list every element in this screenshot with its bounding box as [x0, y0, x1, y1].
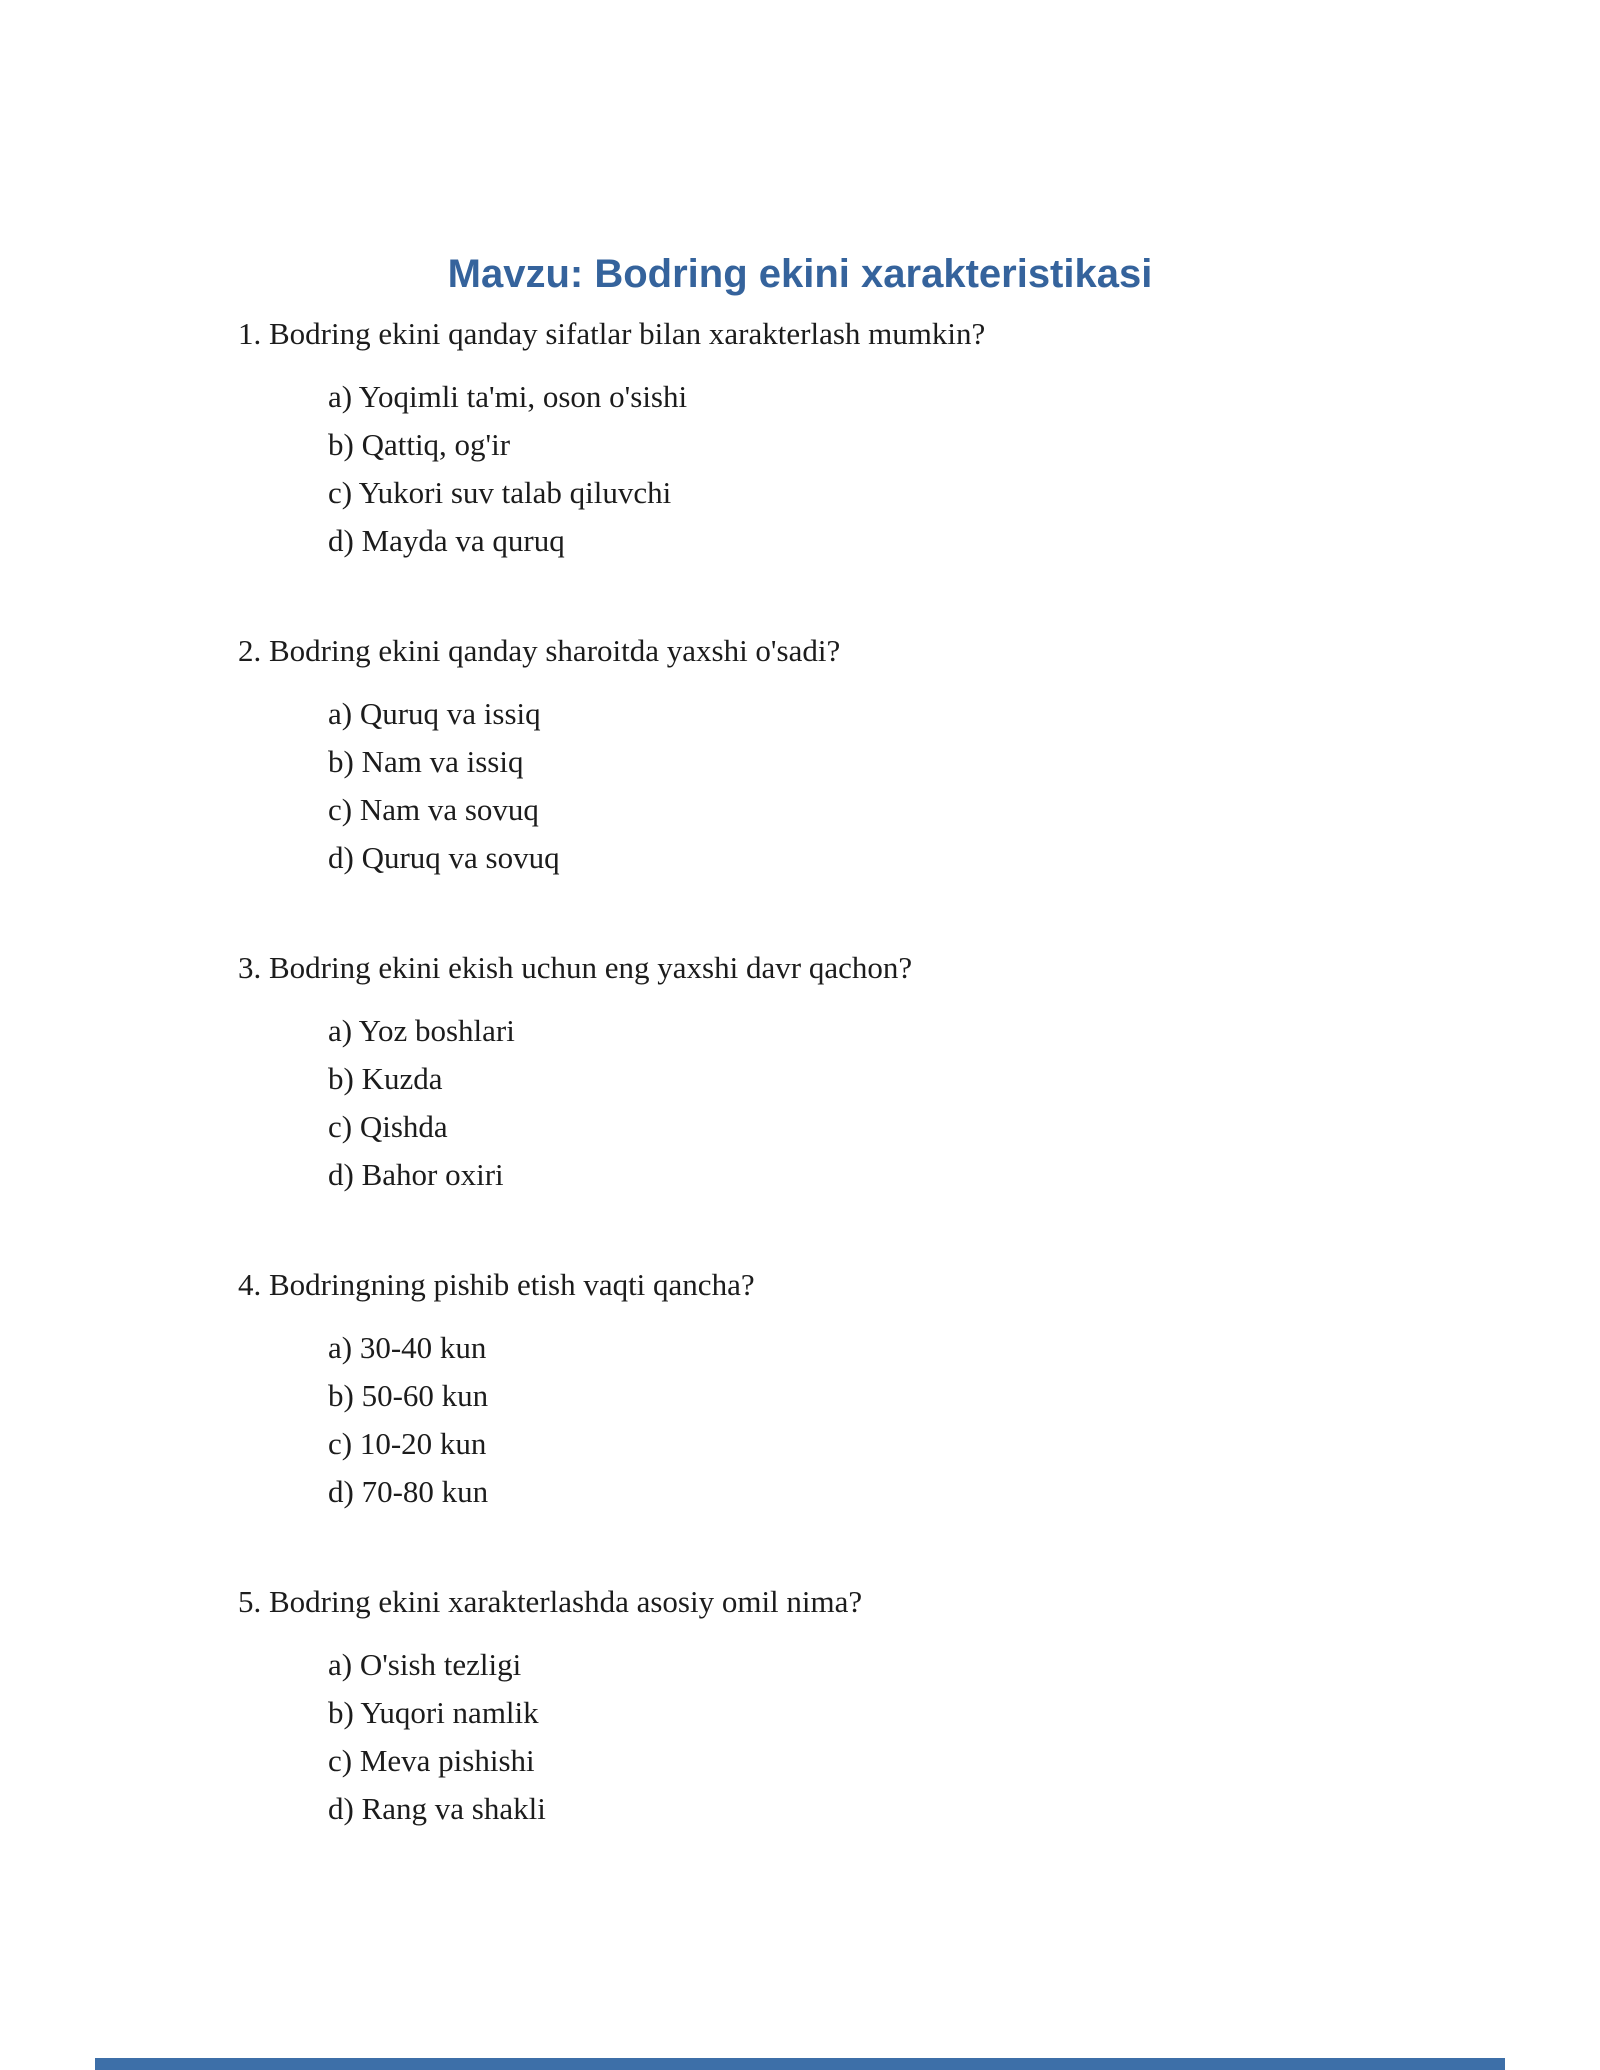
option-item: b) Yuqori namlik	[328, 1695, 539, 1730]
option-item: a) Quruq va issiq	[328, 696, 541, 731]
question-text: 5. Bodring ekini xarakterlashda asosiy omil nima?	[238, 1584, 863, 1619]
question-block-5	[0, 1583, 1600, 1833]
option-item: c) Yukori suv talab qiluvchi	[328, 475, 672, 510]
question-text: 3. Bodring ekini ekish uchun eng yaxshi davr qachon?	[238, 950, 913, 985]
document-title: Mavzu: Bodring ekini xarakteristikasi	[447, 252, 1153, 296]
option-item: d) Bahor oxiri	[328, 1157, 504, 1192]
option-item: a) Yoqimli ta'mi, oson o'sishi	[328, 379, 688, 414]
option-item: d) Quruq va sovuq	[328, 840, 560, 875]
question-block-1	[0, 315, 1600, 565]
option-item: c) Qishda	[328, 1109, 448, 1144]
question-text: 1. Bodring ekini qanday sifatlar bilan xarakterlash mumkin?	[238, 316, 986, 351]
option-item: a) 30-40 kun	[328, 1330, 487, 1365]
option-item: b) Nam va issiq	[328, 744, 524, 779]
option-item: b) 50-60 kun	[328, 1378, 489, 1413]
option-item: a) O'sish tezligi	[328, 1647, 522, 1682]
option-item: c) Meva pishishi	[328, 1743, 535, 1778]
option-item: d) Rang va shakli	[328, 1791, 546, 1826]
option-item: d) 70-80 kun	[328, 1474, 489, 1509]
question-block-4	[0, 1266, 1600, 1516]
option-item: b) Kuzda	[328, 1061, 443, 1096]
option-item: c) 10-20 kun	[328, 1426, 487, 1461]
option-item: b) Qattiq, og'ir	[328, 427, 511, 462]
option-item: a) Yoz boshlari	[328, 1013, 515, 1048]
question-block-2	[0, 632, 1600, 882]
option-item: c) Nam va sovuq	[328, 792, 539, 827]
option-item: d) Mayda va quruq	[328, 523, 565, 558]
question-text: 4. Bodringning pishib etish vaqti qancha?	[238, 1267, 755, 1302]
question-text: 2. Bodring ekini qanday sharoitda yaxshi o'sadi?	[238, 633, 841, 668]
question-block-3	[0, 949, 1600, 1199]
page-bottom-divider	[95, 2058, 1505, 2070]
